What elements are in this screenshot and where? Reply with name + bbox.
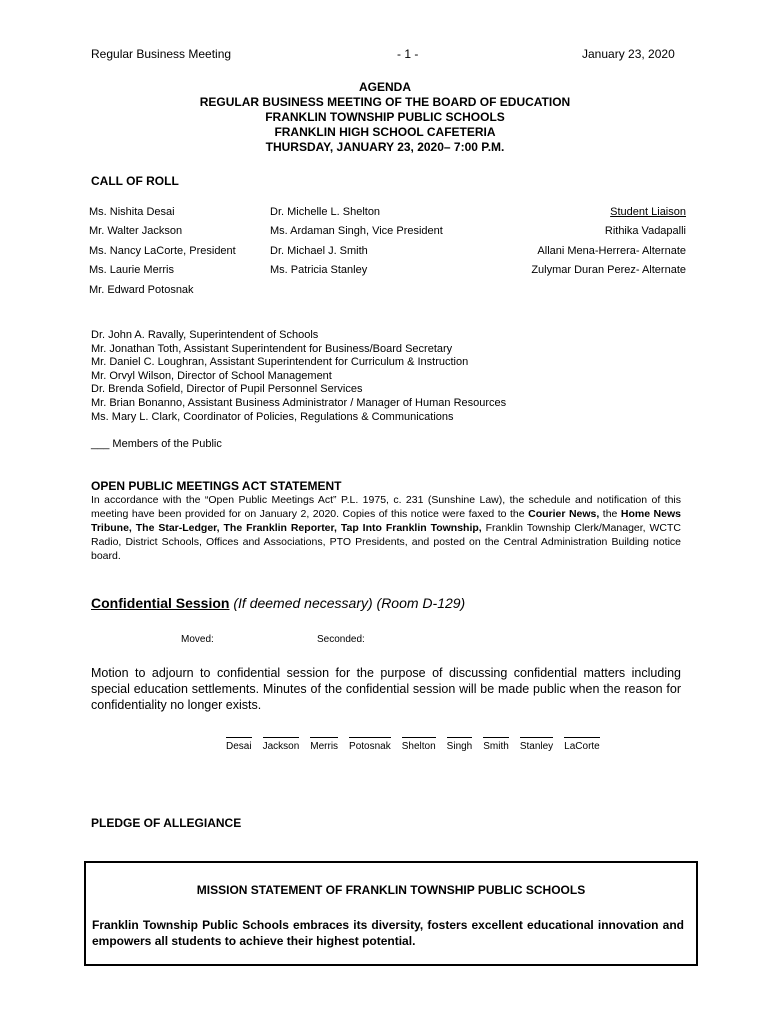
vote-slot — [226, 737, 252, 752]
staff-list — [91, 329, 506, 424]
vote-slot — [402, 737, 436, 752]
moved-label: Moved: — [181, 634, 214, 645]
roll-member: Dr. Michael J. Smith — [270, 245, 368, 257]
staff-item: Mr. Jonathan Toth, Assistant Superintendent for Business/Board Secretary — [91, 342, 453, 355]
roll-member: Dr. Michelle L. Shelton — [270, 206, 381, 218]
vote-slot — [447, 737, 473, 752]
staff-item: Dr. Brenda Sofield, Director of Pupil Personnel Services — [91, 383, 363, 396]
vote-name: Singh — [446, 741, 473, 752]
pledge-title: PLEDGE OF ALLEGIANCE — [91, 816, 242, 830]
mission-title: MISSION STATEMENT OF FRANKLIN TOWNSHIP PUBLIC SCHOOLS — [196, 883, 586, 897]
roll-member: Ms. Ardaman Singh, Vice President — [270, 225, 443, 237]
opma-text: Franklin Township Clerk/Manager, WCTC Radio, District Schools, Offices and Associations, PTO Presidents, and posted on the Central Administration Building notice board. — [91, 522, 681, 562]
mission-statement-box — [84, 861, 698, 966]
roll-member: Ms. Nancy LaCorte, President — [89, 245, 236, 257]
vote-name: Stanley — [519, 741, 554, 752]
roll-member: Ms. Patricia Stanley — [270, 264, 368, 276]
opma-title: OPEN PUBLIC MEETINGS ACT STATEMENT — [91, 479, 342, 493]
staff-item: Mr. Orvyl Wilson, Director of School Management — [91, 369, 332, 382]
opma-statement — [91, 493, 681, 563]
agenda-title-block — [0, 80, 770, 155]
call-of-roll-title: CALL OF ROLL — [91, 174, 179, 188]
roll-call-votes — [226, 737, 611, 752]
vote-slot — [564, 737, 600, 752]
confidential-motion: Motion to adjourn to confidential session for the purpose of discussing confidential matters including special education settlements. Minutes of the confidential session will be made public when the reason for confidentiality no longer exists. — [91, 666, 681, 712]
page-number: - 1 - — [397, 47, 419, 61]
vote-slot — [263, 737, 300, 752]
vote-name: Jackson — [262, 741, 300, 752]
agenda-line: THURSDAY, JANUARY 23, 2020– 7:00 P.M. — [265, 140, 505, 154]
vote-name: Potosnak — [349, 741, 391, 752]
staff-item: Dr. John A. Ravally, Superintendent of Schools — [91, 329, 319, 341]
student-liaison-heading: Student Liaison — [610, 206, 686, 218]
vote-slot — [349, 737, 391, 752]
vote-name: LaCorte — [564, 741, 600, 752]
seconded-label: Seconded: — [317, 634, 365, 645]
student-liaison: Zulymar Duran Perez- Alternate — [531, 264, 686, 276]
vote-slot — [520, 737, 553, 752]
agenda-line: REGULAR BUSINESS MEETING OF THE BOARD OF EDUCATION — [199, 95, 571, 109]
members-of-public: ___ Members of the Public — [91, 438, 222, 450]
opma-bold: Courier News, — [528, 508, 600, 520]
roll-member: Ms. Laurie Merris — [89, 264, 174, 276]
header-date: January 23, 2020 — [582, 47, 675, 61]
vote-slot — [310, 737, 338, 752]
vote-name: Desai — [226, 741, 252, 752]
opma-text: In accordance with the “Open Public Meetings Act” P.L. 1975, c. 231 (Sunshine Law), the schedule and notification of this meeting have been provided for on January 2, 2020. Copies of this notice were faxed to the — [91, 494, 681, 520]
agenda-line: AGENDA — [358, 80, 411, 94]
opma-text: the — [599, 508, 621, 520]
vote-name: Shelton — [401, 741, 436, 752]
roll-member: Ms. Nishita Desai — [89, 206, 175, 218]
agenda-line: FRANKLIN HIGH SCHOOL CAFETERIA — [274, 125, 496, 139]
header-left: Regular Business Meeting — [91, 47, 232, 61]
roll-member: Mr. Edward Potosnak — [89, 284, 194, 296]
opma-bold: Home News Tribune, The Star-Ledger, The Franklin Reporter, Tap Into Franklin Township, — [91, 508, 681, 534]
confidential-title: Confidential Session — [91, 595, 230, 611]
vote-slot — [483, 737, 509, 752]
agenda-line: FRANKLIN TOWNSHIP PUBLIC SCHOOLS — [265, 110, 505, 124]
vote-name: Smith — [483, 741, 509, 752]
vote-name: Merris — [310, 741, 339, 752]
roll-member: Mr. Walter Jackson — [89, 225, 183, 237]
student-liaison: Allani Mena-Herrera- Alternate — [537, 245, 686, 257]
confidential-heading — [91, 595, 465, 611]
staff-item: Mr. Daniel C. Loughran, Assistant Superintendent for Curriculum & Instruction — [91, 356, 469, 369]
staff-item: Mr. Brian Bonanno, Assistant Business Administrator / Manager of Human Resources — [91, 396, 507, 409]
student-liaison: Rithika Vadapalli — [604, 225, 686, 237]
confidential-subtitle: (If deemed necessary) (Room D-129) — [229, 595, 466, 611]
staff-item: Ms. Mary L. Clark, Coordinator of Policies, Regulations & Communications — [91, 410, 454, 423]
mission-text: Franklin Township Public Schools embraces its diversity, fosters excellent educational innovation and empowers all students to achieve their highest potential. — [92, 918, 684, 948]
